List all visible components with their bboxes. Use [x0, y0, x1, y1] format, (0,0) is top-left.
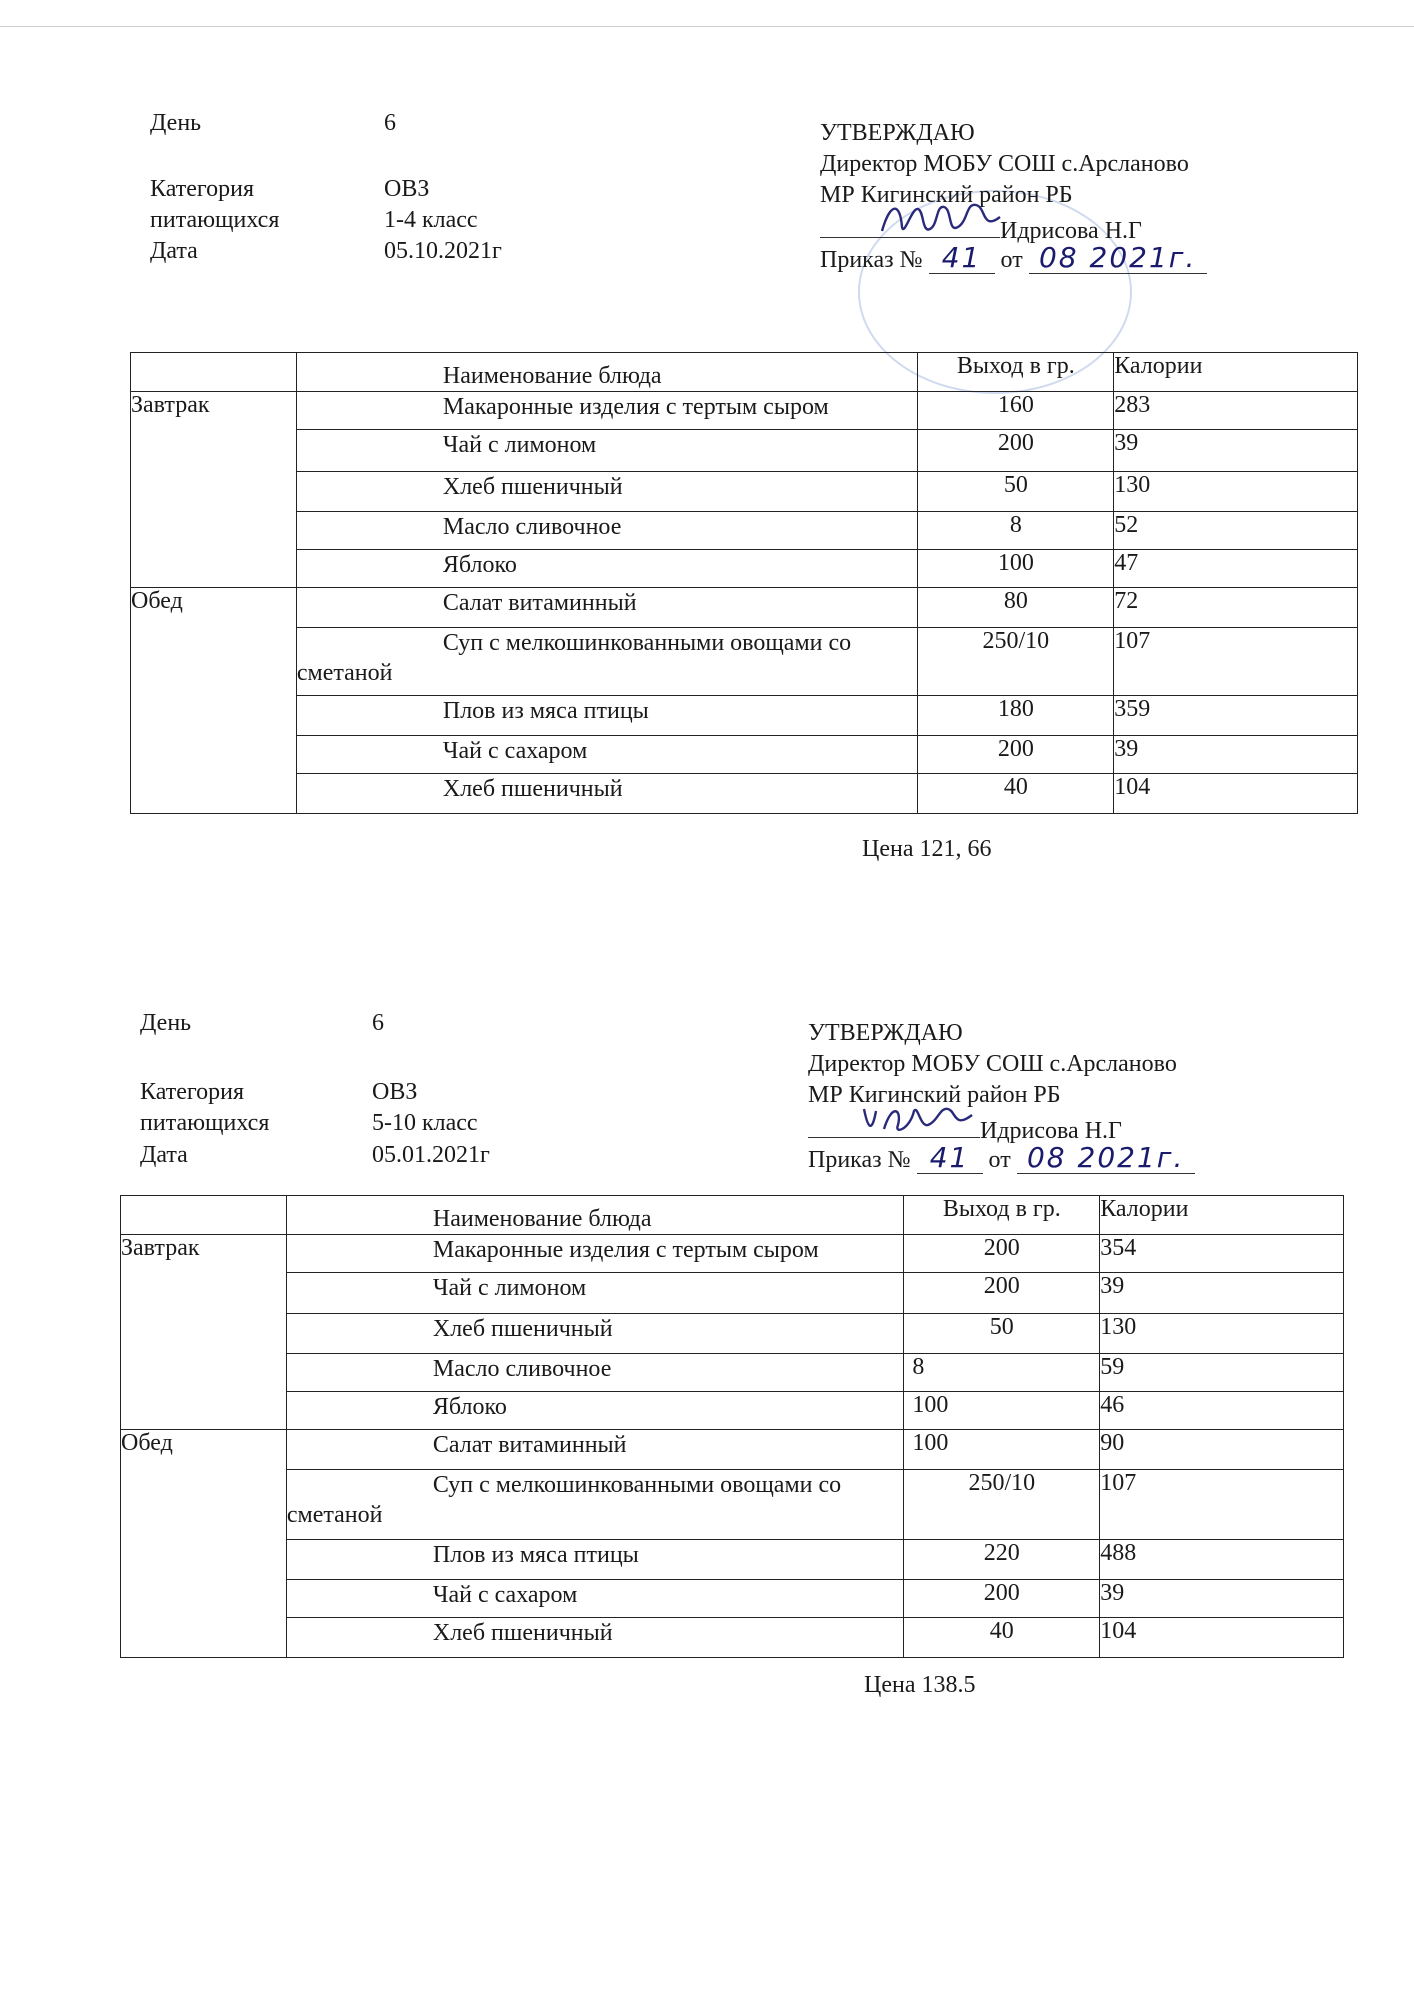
- dish-calories: 104: [1100, 1618, 1344, 1658]
- dish-weight: 100: [918, 550, 1114, 588]
- dish-name: Суп с мелкошинкованными овощами со сметаной: [296, 628, 918, 696]
- header-calories: Калории: [1114, 353, 1358, 392]
- dish-name: Плов из мяса птицы: [296, 696, 918, 736]
- dish-name: Яблоко: [286, 1392, 904, 1430]
- dish-name: Хлеб пшеничный: [296, 774, 918, 814]
- dish-name: Масло сливочное: [286, 1354, 904, 1392]
- director-name: Идрисова Н.Г: [980, 1118, 1122, 1144]
- day-value: 6: [384, 110, 396, 136]
- dish-weight: 200: [918, 736, 1114, 774]
- dish-weight: 80: [918, 588, 1114, 628]
- dish-calories: 46: [1100, 1392, 1344, 1430]
- dish-weight: 250/10: [904, 1470, 1100, 1540]
- dish-name: Хлеб пшеничный: [286, 1618, 904, 1658]
- order-line: [808, 1142, 1328, 1173]
- table-row: [121, 1392, 1344, 1430]
- table-row: [121, 1235, 1344, 1273]
- dish-name: Хлеб пшеничный: [296, 472, 918, 512]
- signature-line: [808, 1111, 1328, 1142]
- table-row: [121, 1430, 1344, 1470]
- meal-lunch: Обед: [121, 1430, 287, 1658]
- dish-calories: 488: [1100, 1540, 1344, 1580]
- table-row: [121, 1540, 1344, 1580]
- header-weight: Выход в гр.: [904, 1196, 1100, 1235]
- dish-weight: 200: [904, 1273, 1100, 1314]
- day-label: День: [140, 1010, 192, 1036]
- director-name: Идрисова Н.Г: [1000, 218, 1142, 244]
- day-value: 6: [372, 1010, 384, 1036]
- meal-breakfast: Завтрак: [131, 392, 297, 588]
- price: Цена 138.5: [864, 1672, 976, 1698]
- header-weight: Выход в гр.: [918, 353, 1114, 392]
- order-number: 41: [929, 242, 995, 274]
- table-header-row: [121, 1196, 1344, 1235]
- category-label: Категория: [140, 1079, 244, 1105]
- meal-lunch: Обед: [131, 588, 297, 814]
- dish-calories: 90: [1100, 1430, 1344, 1470]
- dish-calories: 354: [1100, 1235, 1344, 1273]
- dish-calories: 59: [1100, 1354, 1344, 1392]
- dish-name: Чай с сахаром: [286, 1580, 904, 1618]
- category-label-2: питающихся: [140, 1110, 270, 1136]
- category-value: ОВЗ: [372, 1079, 418, 1105]
- dish-weight: 50: [918, 472, 1114, 512]
- header-calories: Калории: [1100, 1196, 1344, 1235]
- dish-weight: 250/10: [918, 628, 1114, 696]
- order-from-label: от: [988, 1147, 1011, 1173]
- approval-block: [808, 1018, 1328, 1173]
- dish-name: Макаронные изделия с тертым сыром: [296, 392, 918, 430]
- date-value: 05.01.2021г: [372, 1142, 490, 1168]
- dish-name: Суп с мелкошинкованными овощами со сметаной: [286, 1470, 904, 1540]
- dish-weight: 8: [904, 1354, 1100, 1392]
- order-from-label: от: [1000, 247, 1023, 273]
- class-value: 5-10 класс: [372, 1110, 478, 1136]
- category-label-2: питающихся: [150, 207, 280, 233]
- dish-calories: 47: [1114, 550, 1358, 588]
- header-dish: Наименование блюда: [286, 1196, 904, 1235]
- dish-weight: 50: [904, 1314, 1100, 1354]
- dish-calories: 104: [1114, 774, 1358, 814]
- dish-weight: 220: [904, 1540, 1100, 1580]
- approve-line-2: МР Кигинский район РБ: [820, 182, 1073, 208]
- dish-weight: 200: [904, 1235, 1100, 1273]
- dish-weight: 100: [904, 1430, 1100, 1470]
- dish-weight: 180: [918, 696, 1114, 736]
- signature-scribble: [858, 1099, 978, 1139]
- signature-field: [808, 1111, 980, 1138]
- dish-name: Чай с лимоном: [296, 430, 918, 472]
- category-label: Категория: [150, 176, 254, 202]
- dish-calories: 107: [1100, 1470, 1344, 1540]
- table-row: [121, 1314, 1344, 1354]
- dish-calories: 283: [1114, 392, 1358, 430]
- dish-name: Салат витаминный: [296, 588, 918, 628]
- approve-line-1: Директор МОБУ СОШ с.Арсланово: [820, 151, 1189, 177]
- category-value: ОВЗ: [384, 176, 430, 202]
- dish-name: Салат витаминный: [286, 1430, 904, 1470]
- header-cell-empty: [121, 1196, 287, 1235]
- dish-calories: 359: [1114, 696, 1358, 736]
- date-label: Дата: [140, 1142, 188, 1168]
- approve-title: УТВЕРЖДАЮ: [808, 1020, 963, 1046]
- dish-name: Макаронные изделия с тертым сыром: [286, 1235, 904, 1273]
- day-label: День: [150, 110, 202, 136]
- dish-weight: 160: [918, 392, 1114, 430]
- dish-calories: 72: [1114, 588, 1358, 628]
- table-row: [121, 1354, 1344, 1392]
- table-row: [121, 1273, 1344, 1314]
- dish-weight: 40: [904, 1618, 1100, 1658]
- dish-weight: 8: [918, 512, 1114, 550]
- dish-calories: 39: [1100, 1580, 1344, 1618]
- dish-calories: 39: [1114, 736, 1358, 774]
- date-value: 05.10.2021г: [384, 238, 502, 264]
- dish-calories: 130: [1114, 472, 1358, 512]
- order-number: 41: [917, 1142, 983, 1174]
- header-dish: Наименование блюда: [296, 353, 918, 392]
- dish-weight: 200: [904, 1580, 1100, 1618]
- dish-name: Яблоко: [296, 550, 918, 588]
- dish-weight: 40: [918, 774, 1114, 814]
- dish-name: Чай с лимоном: [286, 1273, 904, 1314]
- date-label: Дата: [150, 238, 198, 264]
- class-value: 1-4 класс: [384, 207, 478, 233]
- menu-table: [120, 1195, 1344, 1658]
- dish-calories: 107: [1114, 628, 1358, 696]
- menu-info-block: [140, 1008, 560, 1178]
- order-label: Приказ №: [820, 247, 923, 273]
- dish-calories: 39: [1114, 430, 1358, 472]
- dish-weight: 100: [904, 1392, 1100, 1430]
- dish-name: Масло сливочное: [296, 512, 918, 550]
- dish-name: Хлеб пшеничный: [286, 1314, 904, 1354]
- order-date: 08 2021г.: [1029, 242, 1207, 274]
- price: Цена 121, 66: [862, 836, 992, 862]
- order-date: 08 2021г.: [1017, 1142, 1195, 1174]
- meal-breakfast: Завтрак: [121, 1235, 287, 1430]
- approve-line-1: Директор МОБУ СОШ с.Арсланово: [808, 1051, 1177, 1077]
- table-row: [121, 1580, 1344, 1618]
- order-label: Приказ №: [808, 1147, 911, 1173]
- table-row: [121, 1618, 1344, 1658]
- dish-calories: 52: [1114, 512, 1358, 550]
- dish-calories: 39: [1100, 1273, 1344, 1314]
- dish-name: Плов из мяса птицы: [286, 1540, 904, 1580]
- approve-title: УТВЕРЖДАЮ: [820, 120, 975, 146]
- approve-line-2: МР Кигинский район РБ: [808, 1082, 1061, 1108]
- dish-calories: 130: [1100, 1314, 1344, 1354]
- dish-weight: 200: [918, 430, 1114, 472]
- table-row: [121, 1470, 1344, 1540]
- dish-name: Чай с сахаром: [296, 736, 918, 774]
